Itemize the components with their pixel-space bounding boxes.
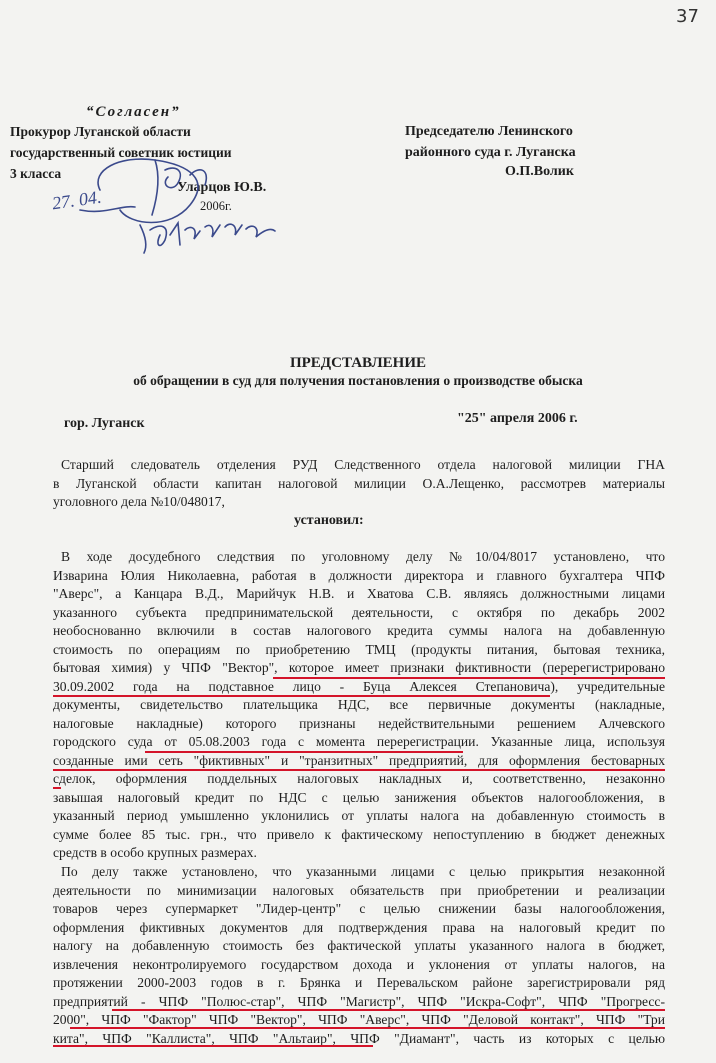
intro-line: уголовного дела №10/048017, xyxy=(53,494,225,509)
paragraph-line: деятельности по минимизации налоговых обязательств при приобретении и реализации xyxy=(53,882,665,898)
paragraph-line: созданные ими сеть "фиктивных" и "транзитных" предприятий, для оформления бестоварных xyxy=(53,752,665,768)
intro-line: Старший следователь отделения РУД Следственного отдела налоговой милиции ГНА xyxy=(61,457,665,472)
paragraph-line: протяжении 2000-2003 годов в г. Брянка и Перевальском районе зарегистрировали ряд xyxy=(53,975,665,990)
approver-name: Уларцов Ю.В. xyxy=(177,180,267,195)
paragraph-line: налоговые накладные) которого признаны недействительными решением Алчевского xyxy=(53,715,665,731)
paragraph-line: 2000", ЧПФ "Фактор" ЧПФ "Вектор", ЧПФ "Аверс", ЧПФ "Деловой контакт", ЧПФ "Три xyxy=(53,1012,665,1027)
paragraph-line: сумме более 85 тыс. грн., что привело к фактическому непоступлению в бюджет денежных xyxy=(53,826,665,842)
paragraph-line: предприятий - ЧПФ "Полюс-стар", ЧПФ "Магистр", ЧПФ "Искра-Софт", ЧПФ "Прогресс- xyxy=(53,993,665,1009)
paragraph-line: указанного субъекта предпринимательской деятельности, с октября по декабрь 2002 xyxy=(53,604,665,620)
paragraph-line: налогу на добавленную стоимость без фактической уплаты указанного налога в бюджет, xyxy=(53,938,665,953)
addressee-line-3: О.П.Волик xyxy=(505,164,574,179)
addressee-line-2: районного суда г. Луганска xyxy=(405,145,576,160)
document-city: гор. Луганск xyxy=(64,416,145,431)
red-underline xyxy=(53,695,550,697)
paragraph-line: документы, свидетельство плательщика НДС, все первичные документы (накладные, xyxy=(53,697,665,712)
paragraph-line: городского суда от 05.08.2003 года с момента перерегистрации. Указанные лица, используя xyxy=(53,734,665,749)
paragraph-line: В ходе досудебного следствия по уголовному делу №10/04/8017 установлено, что xyxy=(61,549,665,564)
paragraph-1 xyxy=(53,548,665,863)
intro-paragraph xyxy=(53,456,665,512)
paragraph-line: 30.09.2002 года на подставное лицо - Буца Алексея Степановича), учредительные xyxy=(53,678,665,694)
paragraph-line: товаров через супермаркет "Лидер-центр" с целью снижении базы налогообложения, xyxy=(53,901,665,916)
red-underline xyxy=(112,1009,665,1011)
approver-line-3: 3 класса xyxy=(10,166,62,181)
addressee-line-1: Председателю Ленинского xyxy=(405,124,573,139)
intro-line: в Луганской области капитан налоговой милиции О.А.Лещенко, рассмотрев материалы xyxy=(53,475,665,491)
paragraph-line: необоснованно включили в состав налогового кредита суммы налога на добавленную xyxy=(53,623,665,638)
paragraph-line: стоимость по операциям по приобретению ТМЦ (продукты питания, бытовая техника, xyxy=(53,641,665,657)
red-underline xyxy=(145,751,463,753)
red-underline xyxy=(53,769,665,771)
approval-heading: “Согласен” xyxy=(86,104,181,120)
page-number: 37 xyxy=(676,6,699,27)
red-underline xyxy=(53,787,61,789)
paragraph-line: сделок, оформления поддельных налоговых накладных и, соответственно, незаконно xyxy=(53,771,665,786)
paragraph-line: бытовая химия) у ЧПФ "Вектор", которое имеет признаки фиктивности (перерегистрировано xyxy=(53,660,665,675)
paragraph-line: По делу также установлено, что указанными лицами с целью прикрытия незаконной xyxy=(61,864,665,879)
paragraph-line: оформления фиктивных документов для подтверждения права на налоговый кредит по xyxy=(53,919,665,935)
established-heading: установил: xyxy=(294,513,364,528)
paragraph-line: указанный период умышленно уклонились от уплаты налога на добавленную стоимость в xyxy=(53,808,665,823)
red-underline xyxy=(53,1045,373,1047)
red-underline xyxy=(273,677,665,679)
paragraph-line: "Аверс", а Канцара В.Д., Марийчук Н.В. и Хватова С.В. являясь должностными лицами xyxy=(53,586,665,601)
paragraph-2 xyxy=(53,863,665,1048)
paragraph-line: средств в особо крупных размерах. xyxy=(53,845,257,860)
signature-icon xyxy=(60,135,300,260)
handwritten-date: 27. 04. xyxy=(50,186,103,214)
document-title: ПРЕДСТАВЛЕНИЕ xyxy=(289,355,427,371)
red-underline xyxy=(70,1027,665,1029)
paragraph-line: извлечения неконтролируемого государством дохода и уклонения от уплаты налогов, на xyxy=(53,956,665,972)
paragraph-line: Изварина Юлия Николаевна, работая в должности директора и главного бухгалтера ЧПФ xyxy=(53,567,665,583)
approver-line-1: Прокурор Луганской области xyxy=(10,124,191,139)
paragraph-line: завышая налоговый кредит по НДС с целью занижения объектов налогообложения, в xyxy=(53,789,665,805)
paragraph-line: кита", ЧПФ "Каллиста", ЧПФ "Альтаир", ЧПФ "Диамант", часть из которых с целью xyxy=(53,1030,665,1046)
document-subtitle: об обращении в суд для получения постановления о производстве обыска xyxy=(133,373,583,388)
approver-line-2: государственный советник юстиции xyxy=(10,145,232,160)
approver-year: 2006г. xyxy=(200,199,232,213)
document-date: "25" апреля 2006 г. xyxy=(457,411,578,426)
